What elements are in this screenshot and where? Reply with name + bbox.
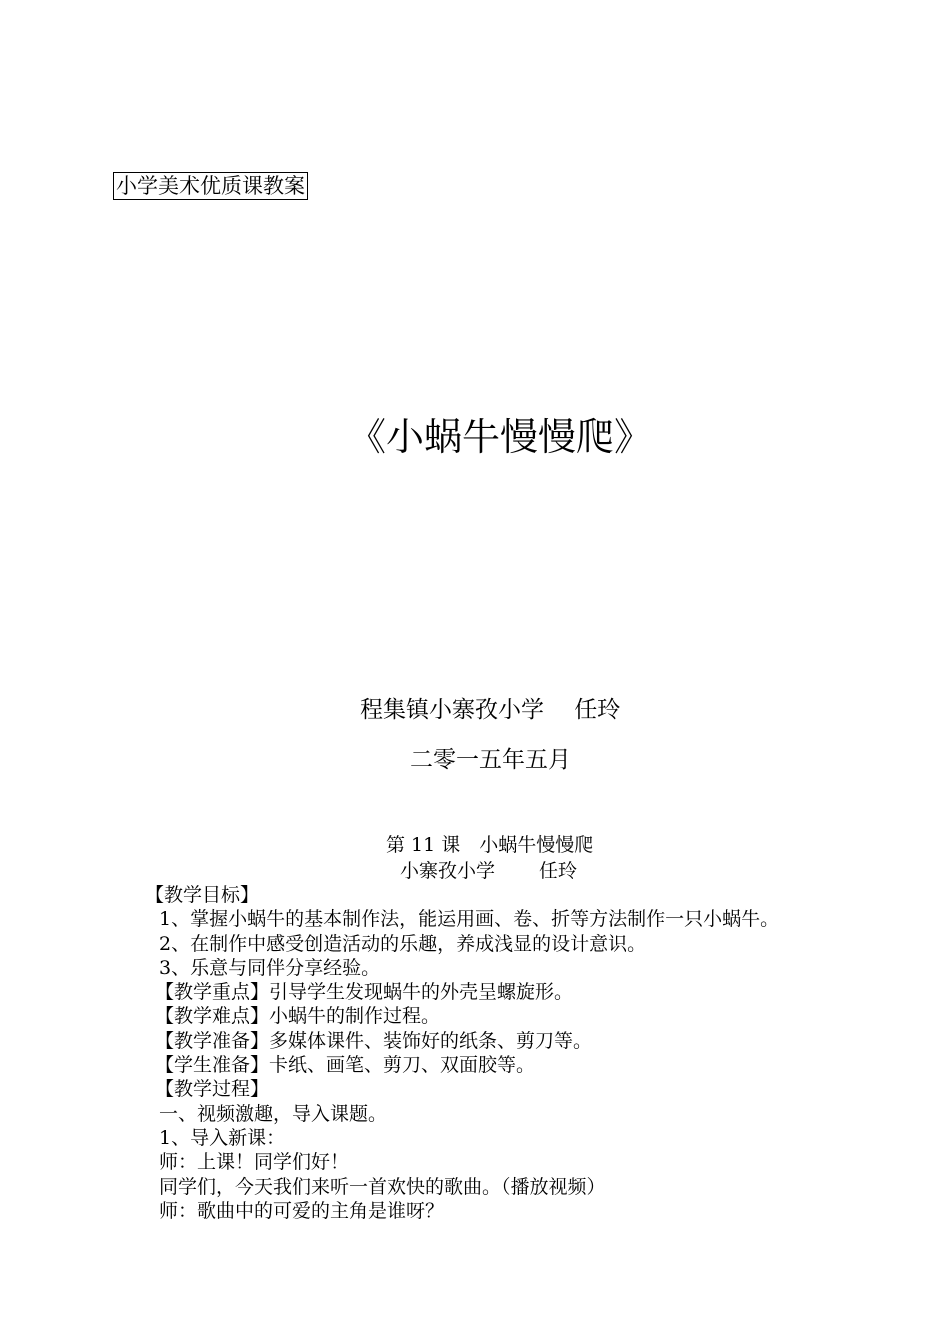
objective-item: 2、在制作中感受创造活动的乐趣，养成浅显的设计意识。 — [159, 932, 647, 955]
cover-date: 二零一五年五月 — [410, 747, 571, 773]
dialogue-line: 同学们，今天我们来听一首欢快的歌曲。（播放视频） — [159, 1175, 606, 1198]
process-step: 一、视频激趣，导入课题。 — [159, 1102, 388, 1125]
document-type-label: 小学美术优质课教案 — [113, 172, 308, 200]
lesson-author: 小寨孜小学 任玲 — [400, 860, 578, 882]
teaching-preparation: 【教学准备】多媒体课件、装饰好的纸条、剪刀等。 — [155, 1029, 593, 1052]
dialogue-line: 师：歌曲中的可爱的主角是谁呀？ — [159, 1199, 445, 1222]
lesson-body — [145, 883, 779, 1223]
cover-title: 《小蜗牛慢慢爬》 — [347, 415, 652, 459]
process-step: 1、导入新课： — [159, 1126, 286, 1149]
lesson-title: 第 11 课 小蜗牛慢慢爬 — [386, 834, 594, 856]
key-point: 【教学重点】引导学生发现蜗牛的外壳呈螺旋形。 — [155, 981, 574, 1004]
section-heading-objectives: 【教学目标】 — [145, 884, 260, 906]
difficult-point: 【教学难点】小蜗牛的制作过程。 — [155, 1005, 441, 1028]
objective-item: 3、乐意与同伴分享经验。 — [159, 956, 381, 979]
student-preparation: 【学生准备】卡纸、画笔、剪刀、双面胶等。 — [155, 1054, 536, 1077]
section-heading-process: 【教学过程】 — [155, 1078, 270, 1101]
dialogue-line: 师：上课！同学们好！ — [159, 1151, 350, 1174]
cover-author: 程集镇小寨孜小学 任玲 — [360, 697, 621, 723]
objective-item: 1、掌握小蜗牛的基本制作法，能运用画、卷、折等方法制作一只小蜗牛。 — [159, 908, 780, 931]
